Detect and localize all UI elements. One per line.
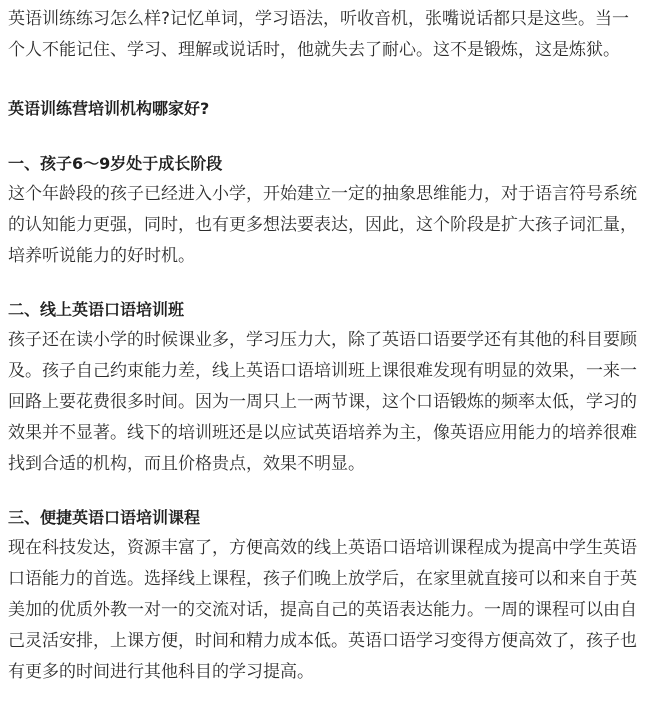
intro-paragraph: 英语训练练习怎么样?记忆单词，学习语法，听收音机，张嘴说话都只是这些。当一个人不能记住、学习、理解或说话时，他就失去了耐心。这不是锻炼，这是炼狱。 xyxy=(8,9,630,60)
spacer xyxy=(8,272,644,294)
section-3-heading: 三、便捷英语口语培训课程 xyxy=(8,508,201,527)
section-3-body: 现在科技发达，资源丰富了，方便高效的线上英语口语培训课程成为提高中学生英语口语能力的首选。选择线上课程，孩子们晚上放学后，在家里就直接可以和来自于英美加的优质外教一对一的交流对话，提高自己的英语表达能力。一周的课程可以由自己灵活安排，上课方便，时间和精力成本低。英语口语学习变得方便高效了，孩子也有更多的时间进行其他科目的学习提高。 xyxy=(8,538,637,682)
spacer xyxy=(8,66,644,93)
question-heading: 英语训练营培训机构哪家好? xyxy=(8,99,210,118)
spacer xyxy=(8,124,644,148)
section-1-heading: 一、孩子6～9岁处于成长阶段 xyxy=(8,154,223,173)
spacer xyxy=(8,480,644,502)
section-2-heading: 二、线上英语口语培训班 xyxy=(8,300,185,319)
section-1-body: 这个年龄段的孩子已经进入小学，开始建立一定的抽象思维能力，对于语言符号系统的认知能力更强，同时，也有更多想法要表达，因此，这个阶段是扩大孩子词汇量，培养听说能力的好时机。 xyxy=(8,184,637,266)
article-body xyxy=(8,4,644,688)
section-2-body: 孩子还在读小学的时候课业多，学习压力大，除了英语口语要学还有其他的科目要顾及。孩子自己约束能力差，线上英语口语培训班上课很难发现有明显的效果，一来一回路上要花费很多时间。因为一周只上一两节课，这个口语锻炼的频率太低，学习的效果并不显著。线下的培训班还是以应试英语培养为主，像英语应用能力的培养很难找到合适的机构，而且价格贵点，效果不明显。 xyxy=(8,330,637,474)
